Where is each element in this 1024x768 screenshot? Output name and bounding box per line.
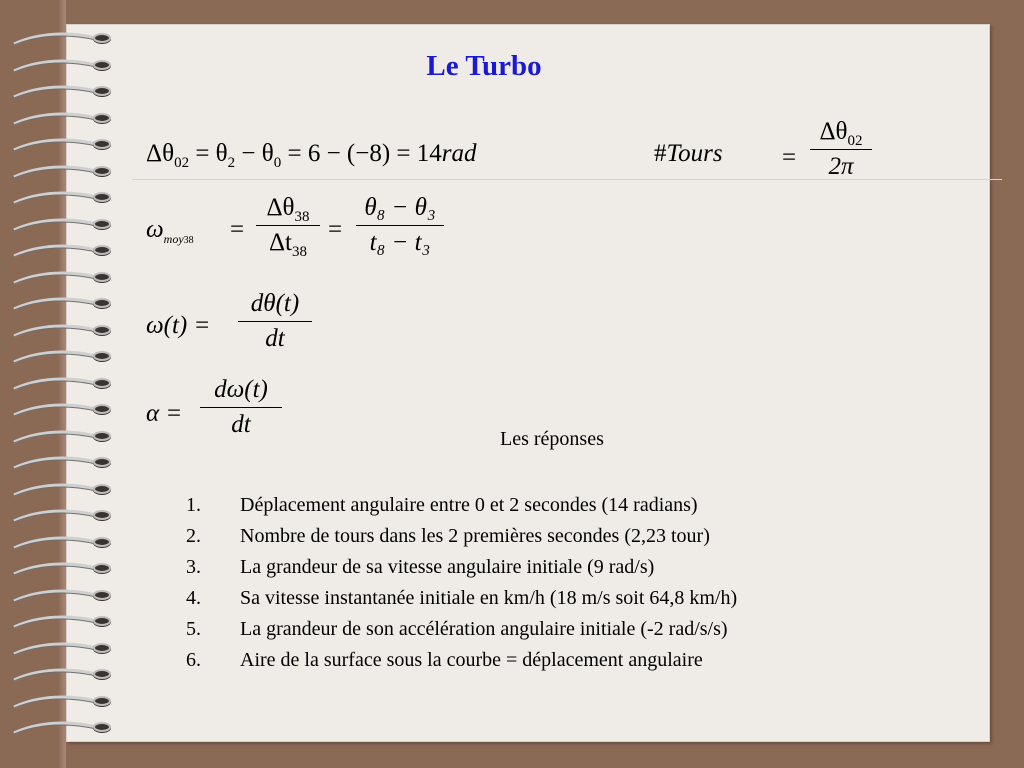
unit-rad: rad xyxy=(441,140,477,167)
binding-coil xyxy=(10,295,114,313)
tours-label: #Tours xyxy=(654,140,723,167)
binding-coil xyxy=(10,242,114,260)
equation-delta-theta xyxy=(146,140,477,171)
binding-coil xyxy=(10,163,114,181)
binding-coil xyxy=(10,136,114,154)
equals-sign: = xyxy=(230,216,245,243)
binding-coil xyxy=(10,401,114,419)
answers-list xyxy=(186,490,737,676)
equals-sign: = xyxy=(328,216,343,243)
binding-coil xyxy=(10,83,114,101)
binding-coil xyxy=(10,587,114,605)
binding-coil xyxy=(10,348,114,366)
list-item: 5. La grandeur de son accélération angulaire initiale (-2 rad/s/s) xyxy=(186,618,728,640)
binding-coil xyxy=(10,640,114,658)
tours-numerator: $\Delta\theta_{02}$ xyxy=(819,118,863,149)
binding-coil xyxy=(10,560,114,578)
binding-coil xyxy=(10,322,114,340)
binding-coil xyxy=(10,269,114,287)
binding-coil xyxy=(10,375,114,393)
list-item: 2. Nombre de tours dans les 2 premières secondes (2,23 tour) xyxy=(186,525,710,547)
tours-fraction xyxy=(810,118,872,181)
list-item: 4. Sa vitesse instantanée initiale en km/h (18 m/s soit 64,8 km/h) xyxy=(186,587,738,609)
equation-part: = θ xyxy=(195,140,228,167)
binding-coil xyxy=(10,693,114,711)
slide-title: Le Turbo xyxy=(426,50,542,82)
list-item: 3. La grandeur de sa vitesse angulaire initiale (9 rad/s) xyxy=(186,556,655,578)
alpha-fraction: dω(t) dt xyxy=(200,376,282,439)
subscript: 0 xyxy=(273,155,282,171)
subscript: 02 xyxy=(174,155,190,171)
binding-coil xyxy=(10,507,114,525)
subscript: 2 xyxy=(227,155,236,171)
binding-coil xyxy=(10,216,114,234)
omega-moy-fraction-1: $\Delta\theta_{38}$ $\Delta t_{38}$ xyxy=(256,194,320,257)
binding-coil xyxy=(10,454,114,472)
omega-t-fraction: dθ(t) dt xyxy=(238,290,312,353)
binding-coil xyxy=(10,110,114,128)
binding-coil xyxy=(10,189,114,207)
alpha-lhs: α = xyxy=(146,400,183,427)
fraction-bar xyxy=(810,149,872,150)
spiral-binding xyxy=(0,0,130,768)
binding-coil xyxy=(10,30,114,48)
delta-theta-symbol: Δθ xyxy=(146,140,175,167)
binding-coil xyxy=(10,666,114,684)
equation-part: = 6 − (−8) = 14 xyxy=(287,140,442,167)
omega-moy-lhs: $\omega_{moy38}$ xyxy=(146,216,194,246)
binding-coil xyxy=(10,428,114,446)
binding-coil xyxy=(10,481,114,499)
omega-t-lhs: ω(t) = xyxy=(146,312,211,339)
binding-coil xyxy=(10,613,114,631)
omega-moy-fraction-2: θ₈ − θ₃ t₈ − t₃ xyxy=(356,194,444,257)
equation-part: − θ xyxy=(241,140,274,167)
list-item: 1. Déplacement angulaire entre 0 et 2 secondes (14 radians) xyxy=(186,494,698,516)
list-item: 6. Aire de la surface sous la courbe = déplacement angulaire xyxy=(186,649,703,671)
tours-denominator: 2π xyxy=(828,153,854,180)
tours-equals: = xyxy=(782,144,797,171)
binding-coil xyxy=(10,719,114,737)
answers-heading: Les réponses xyxy=(500,428,604,450)
binding-coil xyxy=(10,534,114,552)
